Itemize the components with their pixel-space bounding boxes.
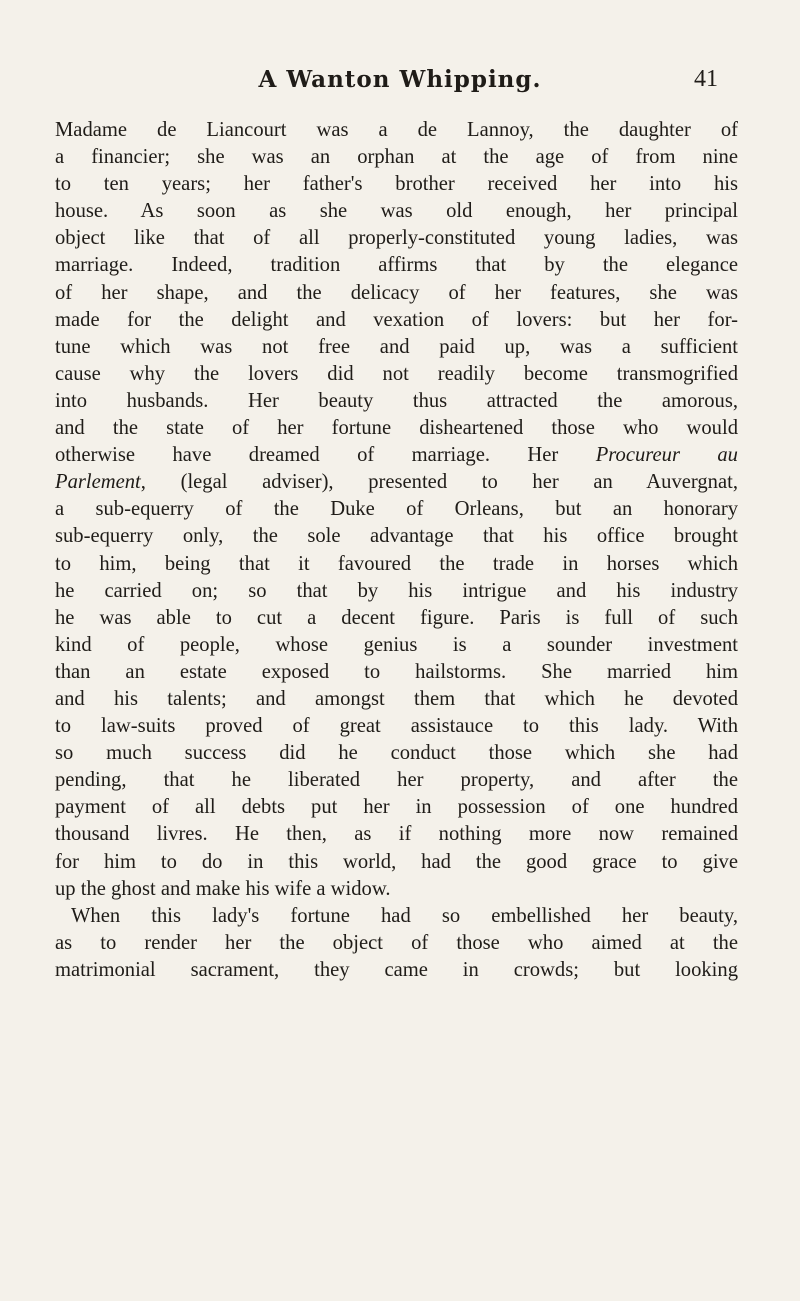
text-line-paragraph-end: up the ghost and make his wife a widow.: [55, 877, 391, 900]
text-line: for him to do in this world, had the good grace to give: [55, 850, 738, 873]
text-line: marriage. Indeed, tradition affirms that by the elegance: [55, 254, 738, 277]
text-fragment: otherwise have dreamed of marriage. Her: [55, 444, 559, 467]
text-line: sub-equerry only, the sole advantage that his office brought: [55, 525, 738, 548]
running-title: A Wanton Whipping.: [258, 66, 542, 93]
text-line: and the state of her fortune disheartened those who would: [55, 417, 738, 440]
text-line: he was able to cut a decent figure. Paris is full of such: [55, 606, 738, 629]
text-line: of her shape, and the delicacy of her features, she was: [55, 281, 738, 304]
page-number: 41: [694, 66, 718, 92]
text-line: payment of all debts put her in possession of one hundred: [55, 796, 738, 819]
text-line: made for the delight and vexation of lovers: but her for-: [55, 308, 738, 331]
italic-term: Procureur au: [595, 444, 738, 467]
text-line: a financier; she was an orphan at the age of from nine: [55, 146, 738, 169]
text-line-mixed: [55, 469, 738, 496]
text-line: into husbands. Her beauty thus attracted the amorous,: [55, 389, 738, 412]
text-line: kind of people, whose genius is a sounder investment: [55, 633, 738, 656]
text-line: to him, being that it favoured the trade in horses which: [55, 552, 738, 575]
text-line: house. As soon as she was old enough, her principal: [55, 200, 738, 223]
text-line: as to render her the object of those who aimed at the: [55, 931, 738, 954]
text-line: matrimonial sacrament, they came in crowds; but looking: [55, 958, 738, 981]
body-text: [55, 117, 738, 984]
text-line: Madame de Liancourt was a de Lannoy, the daughter of: [55, 119, 738, 141]
text-line: and his talents; and amongst them that which he devoted: [55, 687, 738, 710]
text-line: to ten years; her father's brother received her into his: [55, 173, 738, 196]
text-line: thousand livres. He then, as if nothing more now remained: [55, 823, 738, 846]
text-line-paragraph-start: When this lady's fortune had so embellished her beauty,: [71, 904, 738, 927]
text-line: than an estate exposed to hailstorms. She married him: [55, 660, 738, 683]
running-head: [0, 66, 800, 106]
text-line: to law-suits proved of great assistauce to this lady. With: [55, 715, 738, 738]
text-line: a sub-equerry of the Duke of Orleans, but an honorary: [55, 498, 738, 521]
text-line-mixed: [55, 442, 738, 469]
italic-term: Parlement: [55, 471, 141, 494]
text-line: he carried on; so that by his intrigue and his industry: [55, 579, 738, 602]
text-line: object like that of all properly-constituted young ladies, was: [55, 227, 738, 250]
text-fragment: , (legal adviser), presented to her an Auvergnat,: [140, 471, 738, 494]
text-line: pending, that he liberated her property, and after the: [55, 769, 738, 792]
text-line: cause why the lovers did not readily become transmogrified: [55, 362, 738, 385]
text-line: so much success did he conduct those which she had: [55, 742, 738, 765]
text-line: tune which was not free and paid up, was a sufficient: [55, 335, 738, 358]
